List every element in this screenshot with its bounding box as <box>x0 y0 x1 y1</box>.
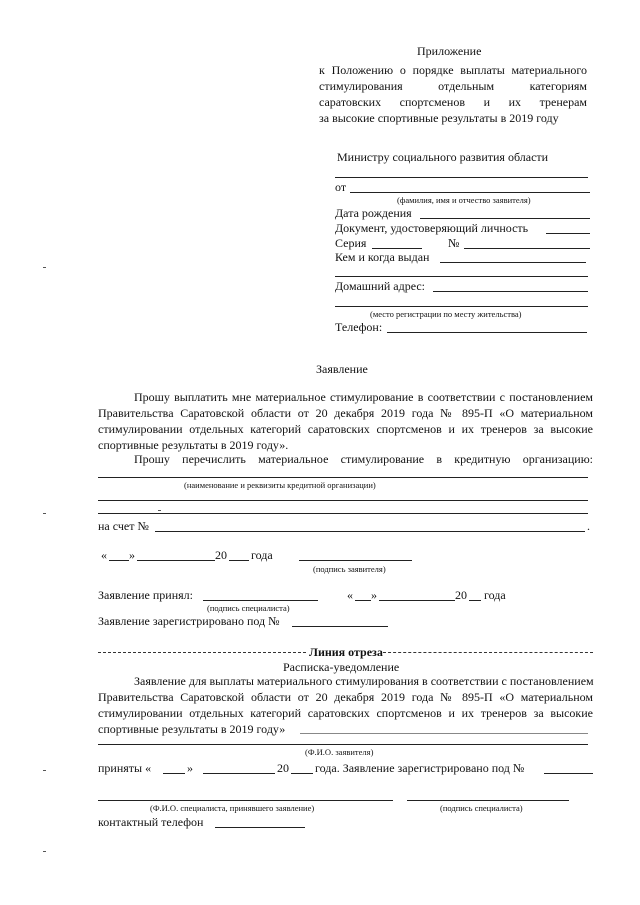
contact-phone-field[interactable] <box>215 827 305 828</box>
receipt-para-line-4: спортивные результаты в 2019 году» <box>98 722 286 736</box>
year-field[interactable] <box>229 560 249 561</box>
statement-title: Заявление <box>316 362 368 376</box>
receipt-accepted-prefix: приняты « <box>98 761 152 775</box>
bank-field-2[interactable] <box>98 500 588 501</box>
day-field[interactable] <box>109 560 129 561</box>
bank-hint: (наименование и реквизиты кредитной организации) <box>184 480 376 490</box>
appendix-line-4: за высокие спортивные результаты в 2019 году <box>319 111 559 125</box>
home-address-field[interactable] <box>433 291 588 292</box>
receipt-number-field[interactable] <box>544 773 593 774</box>
receipt-title: Расписка-уведомление <box>283 660 400 674</box>
scan-speck <box>43 851 46 852</box>
statement-para-2-line: Прошу перечислить материальное стимулирование в кредитную организацию: <box>134 452 593 466</box>
accepted-year-field[interactable] <box>469 600 481 601</box>
accepted-year-word: года <box>484 588 506 602</box>
cut-line-left <box>98 652 306 653</box>
id-document-field[interactable] <box>546 233 590 234</box>
issued-by-field[interactable] <box>440 262 586 263</box>
number-field[interactable] <box>464 248 590 249</box>
addressee-to: Министру социального развития области <box>337 150 549 164</box>
issued-by-field-2[interactable] <box>335 276 588 277</box>
receipt-specialist-fio-hint: (Ф.И.О. специалиста, принявшего заявление) <box>150 803 315 813</box>
phone-field[interactable] <box>387 332 587 333</box>
series-field[interactable] <box>372 248 422 249</box>
account-label: на счет № <box>98 519 149 533</box>
receipt-para-line-2: Правительства Саратовской области от 20 декабря 2019 года № 895-П «О материальном <box>98 690 593 704</box>
date-open-quote: « <box>101 548 107 562</box>
birth-date-label: Дата рождения <box>335 206 412 220</box>
account-end-dot: . <box>587 519 590 533</box>
date-close-quote: » <box>129 548 135 562</box>
year-word: года <box>251 548 273 562</box>
contact-phone-label: контактный телефон <box>98 815 204 829</box>
id-document-label: Документ, удостоверяющий личность <box>335 221 529 235</box>
cut-line-label: Линия отреза <box>309 645 383 659</box>
specialist-signature-hint: (подпись специалиста) <box>207 603 290 613</box>
accepted-date-open: « <box>347 588 353 602</box>
from-label: от <box>335 180 347 194</box>
appendix-title: Приложение <box>417 44 482 58</box>
receipt-day-field[interactable] <box>163 773 185 774</box>
home-address-field-2[interactable] <box>335 306 588 307</box>
registration-hint: (место регистрации по месту жительства) <box>370 309 522 319</box>
bank-field-3[interactable] <box>98 513 588 514</box>
scan-speck <box>43 513 46 514</box>
accepted-signature-field[interactable] <box>203 600 318 601</box>
receipt-accepted-mid: » <box>187 761 193 775</box>
number-label: № <box>448 236 460 250</box>
from-hint: (фамилия, имя и отчество заявителя) <box>397 195 531 205</box>
receipt-para-line-1: Заявление для выплаты материального стимулирования в соответствии с постановлением <box>134 674 594 688</box>
receipt-fio-hint: (Ф.И.О. заявителя) <box>305 747 374 757</box>
account-field[interactable] <box>155 531 585 532</box>
receipt-registered-text: года. Заявление зарегистрировано под № <box>315 761 525 775</box>
scan-speck <box>43 267 46 268</box>
birth-date-field[interactable] <box>420 218 590 219</box>
accepted-month-field[interactable] <box>379 600 455 601</box>
phone-label: Телефон: <box>335 320 383 334</box>
statement-para-1-line-2: Правительства Саратовской области от 20 декабря 2019 года № 895-П «О материальном <box>98 406 593 420</box>
receipt-specialist-signature-field[interactable] <box>407 800 569 801</box>
receipt-year-prefix: 20 <box>277 761 289 775</box>
accepted-date-close: » <box>371 588 377 602</box>
series-label: Серия <box>335 236 367 250</box>
appendix-line-1: к Положению о порядке выплаты материального <box>319 63 587 77</box>
statement-para-2 <box>98 451 593 467</box>
registered-label: Заявление зарегистрировано под № <box>98 614 280 628</box>
accepted-day-field[interactable] <box>355 600 371 601</box>
bank-field[interactable] <box>98 477 588 478</box>
applicant-signature-hint: (подпись заявителя) <box>313 564 386 574</box>
scan-speck <box>158 510 161 511</box>
year-prefix: 20 <box>215 548 227 562</box>
registered-number-field[interactable] <box>292 626 388 627</box>
statement-para-1-line-1: Прошу выплатить мне материальное стимулирование в соответствии с постановлением <box>134 390 593 404</box>
month-field[interactable] <box>137 560 215 561</box>
receipt-fio-field[interactable] <box>98 744 588 745</box>
accepted-year-prefix: 20 <box>455 588 467 602</box>
home-address-label: Домашний адрес: <box>335 279 426 293</box>
statement-para-1-line-3: стимулировании отдельных категорий саратовских спортсменов и их тренеров за высокие <box>98 422 593 436</box>
receipt-month-field[interactable] <box>203 773 275 774</box>
addressee-blank-line[interactable] <box>335 177 588 178</box>
cut-line-right <box>383 652 593 653</box>
receipt-para-line-3: стимулировании отдельных категорий саратовских спортсменов и их тренеров за высокие <box>98 706 593 720</box>
statement-para-1-line-4: спортивные результаты в 2019 году». <box>98 438 289 452</box>
receipt-line-fill[interactable] <box>300 733 588 734</box>
receipt-specialist-signature-hint: (подпись специалиста) <box>440 803 523 813</box>
issued-by-label: Кем и когда выдан <box>335 250 430 264</box>
appendix-line-3: саратовских спортсменов и их тренерам <box>319 95 587 109</box>
scan-speck <box>43 770 46 771</box>
appendix-line-2: стимулирования отдельным категориям <box>319 79 587 93</box>
appendix-caption <box>319 62 587 126</box>
accepted-label: Заявление принял: <box>98 588 193 602</box>
receipt-year-field[interactable] <box>291 773 313 774</box>
applicant-signature-field[interactable] <box>299 560 412 561</box>
receipt-specialist-fio-field[interactable] <box>98 800 393 801</box>
receipt-para <box>98 673 593 737</box>
statement-para-1 <box>98 389 593 453</box>
from-name-field[interactable] <box>350 192 590 193</box>
